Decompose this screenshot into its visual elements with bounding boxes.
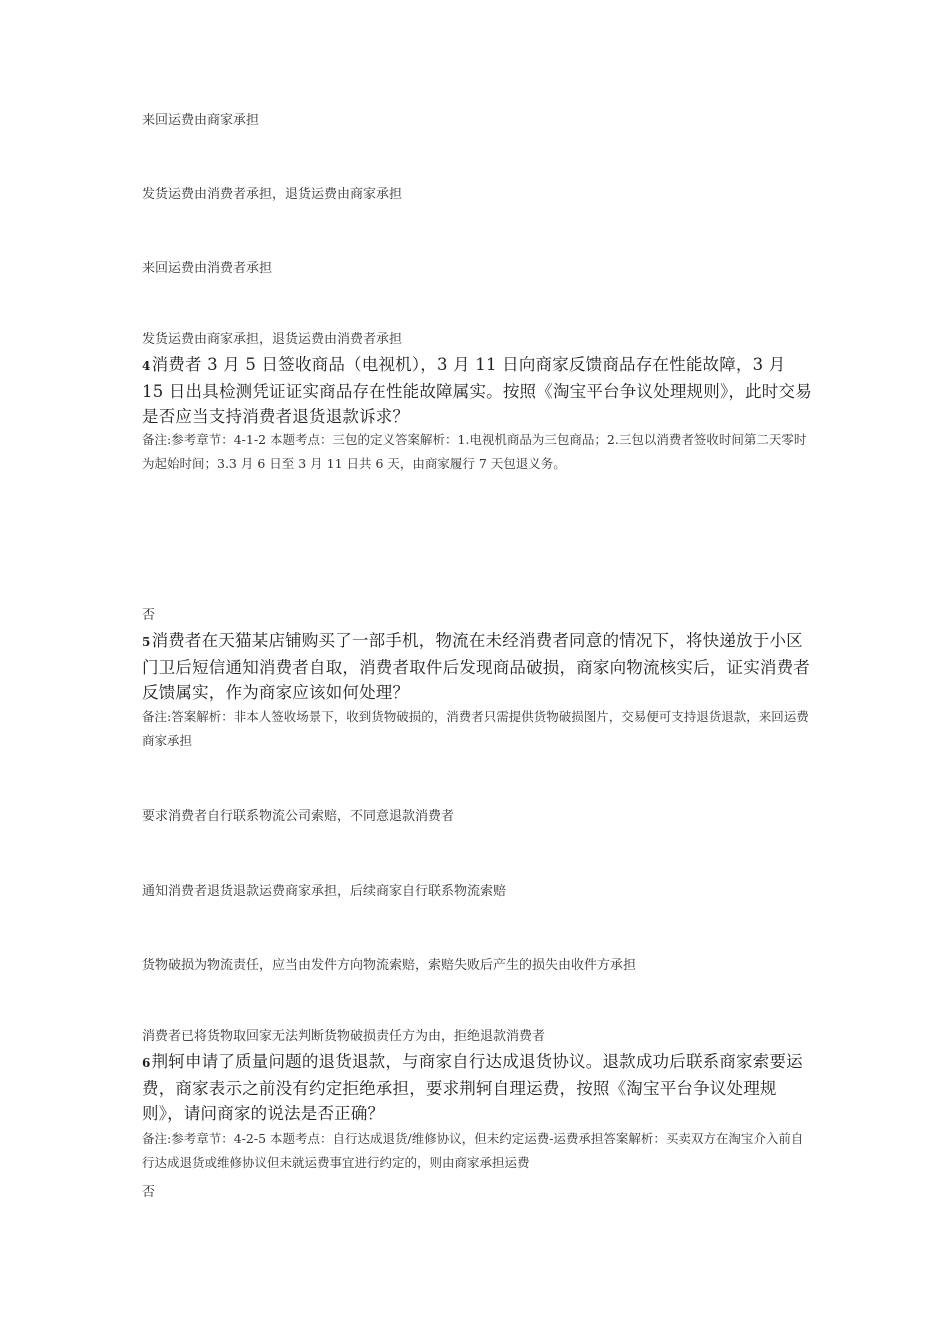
q5-option-4: 消费者已将货物取回家无法判断货物破损责任方为由，拒绝退款消费者 — [142, 1029, 546, 1044]
question-text: 荆轲申请了质量问题的退货退款，与商家自行达成退货协议。退款成功后联系商家索要运费，商家表示之前没有约定拒绝承担，要求荆轲自理运费，按照《淘宝平台争议处理规则》，请问商家的说法是否正确？ — [142, 1052, 803, 1123]
question-number: 6 — [142, 1056, 151, 1070]
q3-option-3: 来回运费由消费者承担 — [142, 261, 273, 276]
q5-option-2: 通知消费者退货退款运费商家承担，后续商家自行联系物流索赔 — [142, 884, 507, 899]
q5-option-3: 货物破损为物流责任，应当由发件方向物流索赔，索赔失败后产生的损失由收件方承担 — [142, 958, 637, 973]
question-5 — [142, 628, 812, 705]
q5-option-1: 要求消费者自行联系物流公司索赔，不同意退款消费者 — [142, 809, 455, 824]
question-4-answer: 否 — [142, 608, 156, 623]
question-5-note: 备注:答案解析：非本人签收场景下，收到货物破损的，消费者只需提供货物破损图片，交易便可支持退货退款，来回运费商家承担 — [142, 709, 809, 748]
question-6-note: 备注:参考章节：4-2-5 本题考点：自行达成退货/维修协议，但未约定运费-运费承担答案解析：买卖双方在淘宝介入前自行达成退货或维修协议但未就运费事宜进行约定的，则由商家承担运费 — [142, 1131, 804, 1170]
question-6 — [142, 1049, 812, 1126]
question-number: 4 — [142, 359, 151, 373]
q3-option-1: 来回运费由商家承担 — [142, 113, 260, 128]
question-4-note: 备注:参考章节：4-1-2 本题考点：三包的定义答案解析：1.电视机商品为三包商品；2.三包以消费者签收时间第二天零时为起始时间；3.3 月 6 日至 3 月 11 日共 6 天，由商家履行 7 天包退义务。 — [142, 432, 807, 471]
question-text: 消费者在天猫某店铺购买了一部手机，物流在未经消费者同意的情况下，将快递放于小区门卫后短信通知消费者自取，消费者取件后发现商品破损，商家向物流核实后，证实消费者反馈属实，作为商家应该如何处理？ — [142, 631, 810, 702]
question-6-answer: 否 — [142, 1185, 156, 1200]
q3-option-4: 发货运费由商家承担，退货运费由消费者承担 — [142, 332, 403, 347]
question-text: 消费者 3 月 5 日签收商品（电视机），3 月 11 日向商家反馈商品存在性能故障，3 月 15 日出具检测凭证证实商品存在性能故障属实。按照《淘宝平台争议处理规则》，此时交易是否应当支持消费者退货退款诉求？ — [142, 355, 812, 426]
question-4 — [142, 352, 812, 429]
question-number: 5 — [142, 635, 151, 649]
q3-option-2: 发货运费由消费者承担，退货运费由商家承担 — [142, 187, 403, 202]
